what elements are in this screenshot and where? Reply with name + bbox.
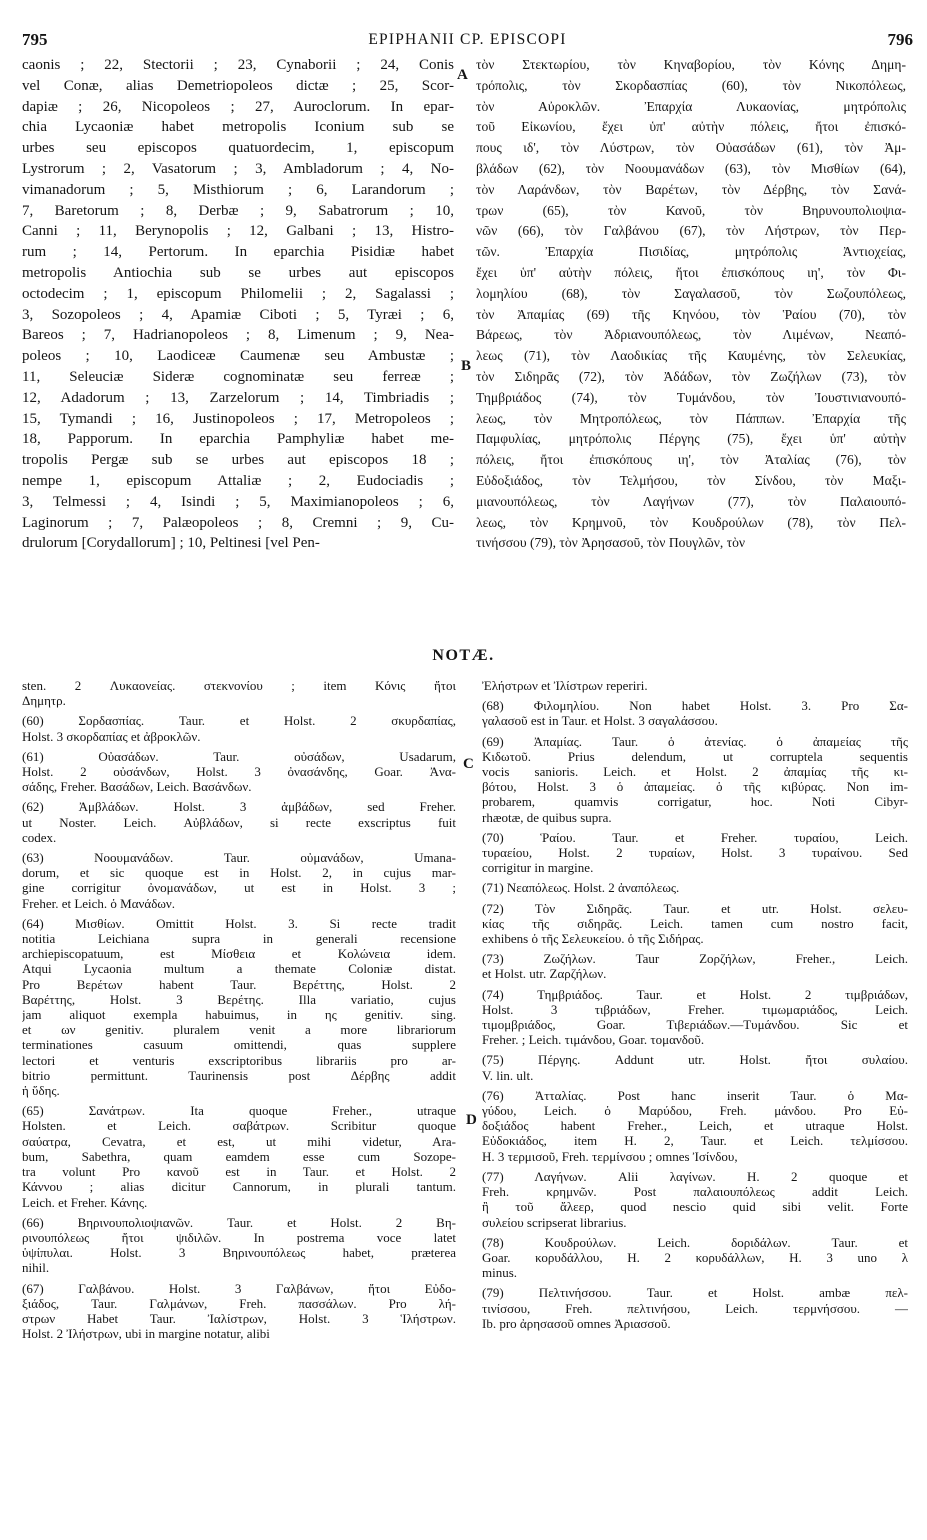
note-line: (75) Πέργης. Addunt utr. Holst. ἤτοι συλαίου.	[482, 1052, 908, 1068]
note-line: (74) Τημβριάδος. Taur. et Holst. 2 τιμβριάδων,	[482, 986, 908, 1002]
note-line: Freher. ; Leich. τιμάνδου, Goar. τομανδοῦ.	[482, 1032, 705, 1048]
greek-text-line: τρων (65), τὸν Κανοῦ, τὸν Βηρυνουπολιοψια-	[476, 202, 906, 218]
note-line: minus.	[482, 1265, 518, 1281]
note-line: σαύατρα, Cevatra, et est, ut mihi videtur, Ara-	[22, 1133, 456, 1149]
note-line: Holst. 3 σκορδαπίας et ἀβροκλῶν.	[22, 728, 201, 744]
note-entry	[22, 916, 456, 1098]
note-line: Κιδωτοῦ. Prius delendum, ut corruptela sequentis	[482, 748, 908, 764]
note-line: (73) Ζωζήλων. Taur Ζορζήλων, Freher., Leich.	[482, 951, 908, 967]
note-line: Goar. κορυδάλλου, H. 2 κορυδάλλων, H. 3 uno λ	[482, 1249, 908, 1265]
greek-text-line: νῶν (66), τὸν Γαλβάνου (67), τὸν Λήστρων, τὸν Περ-	[476, 223, 906, 239]
note-line: corrigitur in margine.	[482, 860, 594, 876]
note-entry	[22, 850, 456, 911]
note-line: (77) Λαγήνων. Alii λαγίνων. H. 2 quoque et	[482, 1168, 908, 1184]
latin-text-line: 7, Baretorum ; 8, Derbæ ; 9, Sabatrorum ; 10,	[22, 202, 454, 219]
latin-text-line: caonis ; 22, Stectorii ; 23, Cynaborii ; 24, Conis	[22, 57, 454, 73]
greek-text-line: Εὐδοξιάδος, τὸν Τελμήσου, τὸν Σίνδου, τὸν Μαξι-	[476, 472, 906, 488]
latin-text-line: octodecim ; 1, episcopum Philomelii ; 2, Sagalassi ;	[22, 285, 454, 302]
note-line: (61) Οὐασάδων. Taur. οὐσάδων, Usadarum,	[22, 748, 456, 764]
note-line: (78) Κουδρούλων. Leich. δοριδάλων. Taur. et	[482, 1234, 908, 1250]
note-line: Holst. 2 οὐσάνδων, Holst. 3 ὀνασάνδης, Goar. Ἀνα-	[22, 764, 456, 780]
note-entry	[482, 901, 908, 947]
note-line: (60) Σορδασπίας. Taur. et Holst. 2 σκυρδαπίας,	[22, 713, 456, 729]
greek-text-line: ἔχει ὑπ' αὐτὴν πόλεις, ἤτοι ἐπισκόπους ιη', τὸν Φι-	[476, 264, 906, 280]
greek-text-line: πους ιδ', τὸν Λύστρων, τὸν Οὐασάδων (61), τὸν Ἀμ-	[476, 140, 906, 156]
greek-text-line: πόλεις, ἤτοι ἐπισκόπους ιη', τὸν Ἀταλίας (76), τὸν	[476, 452, 906, 468]
note-line: et ων genitiv. pluralem venit a more librariorum	[22, 1022, 456, 1038]
greek-text-line: τὸν Αὐροκλῶν. Ἐπαρχία Λυκαονίας, μητρόπολις	[476, 98, 906, 114]
note-line: dorum, et sic quoque est in Holst. 2, in cujus mar-	[22, 865, 456, 881]
note-entry	[482, 1169, 908, 1230]
note-line: Ib. pro ἀρησασοῦ omnes Ἀριασσοῦ.	[482, 1315, 671, 1331]
note-line: archiepiscopatuum, est Μίσθεια et Κολώνεια idem.	[22, 946, 456, 962]
note-entry	[482, 987, 908, 1048]
note-line: gine corrigitur ὀνομανάδων, ut est in Holst. 3 ;	[22, 880, 456, 896]
note-line: (76) Ἀτταλίας. Post hanc inserit Taur. ὁ Μα-	[482, 1087, 908, 1103]
note-line: jam aliquot exempla habuimus, in ης genitiv. sing.	[22, 1007, 456, 1023]
note-line: (69) Ἀπαμίας. Taur. ὁ ἀτενίας. ὁ ἀπαμείας τῆς	[482, 733, 908, 749]
greek-text-line: Βάρεως, τὸν Ἀδριανουπόλεως, τὸν Λιμένων, Νεαπό-	[476, 327, 906, 343]
note-line: exhibens ὁ τῆς Σελευκείου. ὁ τῆς Σιδήρας.	[482, 931, 704, 947]
note-line: Freher. et Leich. ὁ Μανάδων.	[22, 895, 176, 911]
note-line: terminationes casuum omittendi, quas supplere	[22, 1037, 456, 1053]
greek-text-line: τρόπολις, τὸν Σκορδασπίας (60), τὸν Νικοπόλεως,	[476, 77, 906, 93]
note-entry	[22, 799, 456, 845]
note-line: ξιάδος, Taur. Γαλμάνων, Freh. πασσάλων. Pro λή-	[22, 1295, 456, 1311]
note-line: (70) Ῥαίου. Taur. et Freher. τυραίου, Leich.	[482, 829, 908, 845]
note-line: codex.	[22, 829, 57, 845]
note-line: Freh. κρημνῶν. Post παλαιουπόλεως addit Leich.	[482, 1184, 908, 1200]
note-line: (68) Φιλομηλίου. Non habet Holst. 3. Pro Σα-	[482, 698, 908, 714]
page-number-right: 796	[887, 30, 913, 49]
greek-text-line: λεως, τὸν Μητροπόλεως, τὸν Πάππων. Ἐπαρχία τῆς	[476, 410, 906, 426]
note-entry	[482, 678, 908, 693]
note-line: lectori et venturis exscriptoribus librariis pro ar-	[22, 1052, 456, 1068]
latin-text-line: 3, Telmessi ; 4, Isindi ; 5, Maximianopoleos ; 6,	[22, 493, 454, 510]
latin-text-line: vel Conæ, alias Demetriopoleos dictæ ; 25, Scor-	[22, 77, 454, 94]
notes-heading: NOTÆ.	[432, 647, 495, 664]
note-line: γύδου, Leich. ὁ Μαρύδου, Freh. μάνδου. Pro Εὐ-	[482, 1103, 908, 1119]
note-line: (71) Νεαπόλεως. Holst. 2 ἀναπόλεως.	[482, 880, 680, 896]
note-line: nihil.	[22, 1260, 50, 1276]
notes-right-column	[482, 678, 908, 1331]
latin-text-line: urbes seu episcopos quatuordecim, 1, episcopum	[22, 140, 454, 157]
greek-text-line: Παμφυλίας, μητρόπολις Πέργης (75), ἔχει ὑπ' αὐτὴν	[476, 431, 906, 447]
note-line: Atqui Lycaonia multum a themate Coloniæ distat.	[22, 961, 456, 977]
note-line: (63) Νοουμανάδων. Taur. οὐμανάδων, Umana-	[22, 850, 456, 866]
note-entry	[482, 734, 908, 825]
greek-text-line: τὸν Στεκτωρίου, τὸν Κηναβορίου, τὸν Κόνης Δημη-	[476, 57, 906, 72]
note-line: Ἐλήστρων et Ἰλίστρων reperiri.	[482, 678, 648, 693]
note-line: vocis sanioris. Leich. et Holst. 2 ἀπαμίας τῆς κι-	[482, 764, 908, 780]
note-line: τυραείου, Holst. 2 τυραίων, Holst. 3 τυραίνου. Sed	[482, 845, 908, 861]
note-line: Pro Βερέτων habent Taur. Βερέττης, Holst. 2	[22, 976, 456, 992]
note-entry	[482, 880, 908, 895]
latin-text-line: 3, Sozopoleos ; 4, Apamiæ Ciboti ; 5, Tyræi ; 6,	[22, 306, 454, 323]
note-line: (67) Γαλβάνου. Holst. 3 Γαλβάνων, ἤτοι Εὐδο-	[22, 1280, 456, 1296]
latin-text-line: nempe 1, episcopum Attaliæ ; 2, Eudociadis ;	[22, 472, 454, 489]
note-line: βότου, Holst. 3 ὁ ἀπαμείας. ὁ τῆς κιβύρας. Non im-	[482, 779, 908, 795]
note-line: Leich. et Freher. Κάνης.	[22, 1194, 148, 1210]
note-entry	[22, 1215, 456, 1276]
greek-text-line: λομηλίου (68), τὸν Σαγαλασοῦ, τὸν Σωζουπόλεως,	[476, 285, 906, 301]
note-line: κίας τῆς σιδηρᾶς. Leich. tamen cum nostro facit,	[482, 915, 908, 931]
latin-text-line: Lystrorum ; 2, Vasatorum ; 3, Ambladorum ; 4, No-	[22, 160, 454, 177]
note-entry	[482, 698, 908, 728]
margin-marker-b: B	[461, 358, 472, 374]
latin-text-line: Laginorum ; 7, Palæopoleos ; 8, Cremni ; 9, Cu-	[22, 514, 454, 531]
greek-text-line: Τημβριάδος (74), τὸν Τυμάνδου, τὸν Ἰουστινιανουπό-	[476, 389, 906, 405]
running-title: EPIPHANII CP. EPISCOPI	[368, 31, 567, 48]
greek-text-line: λεως, τὸν Κρημνοῦ, τὸν Κουδρούλων (78), τὸν Πελ-	[476, 514, 906, 530]
latin-text-line: 18, Papporum. In eparchia Pamphyliæ habet me-	[22, 431, 454, 448]
latin-text-line: tropolis Pergæ sub se urbes aut episcopos 18 ;	[22, 452, 454, 469]
note-line: V. lin. ult.	[482, 1067, 534, 1083]
note-line: (79) Πελτινήσσου. Taur. et Holst. ambæ πελ-	[482, 1285, 908, 1301]
note-line: bitrio permittunt. Taurinensis post Δέρβης addit	[22, 1067, 456, 1083]
note-line: probarem, quamvis corrigatur, hoc. Noti Cibyr-	[482, 794, 908, 810]
margin-marker-c: C	[463, 756, 474, 772]
margin-marker-d: D	[466, 1112, 477, 1128]
note-entry	[482, 1052, 908, 1082]
note-line: (72) Τὸν Σιδηρᾶς. Taur. et utr. Holst. σελευ-	[482, 900, 908, 916]
greek-text-line: τῶν. Ἐπαρχία Πισιδίας, μητρόπολις Ἀντιοχείας,	[476, 244, 906, 260]
latin-text-line: vimanadorum ; 5, Misthiorum ; 6, Larandorum ;	[22, 181, 454, 198]
note-entry	[482, 1088, 908, 1164]
note-line: Holst. 2 Ἰλήστρων, ubi in margine notatur, alibi	[22, 1326, 270, 1342]
note-entry	[22, 678, 456, 708]
note-line: δοξιάδος habent Freher., Leich, et utraque Holst.	[482, 1118, 908, 1134]
page-header	[22, 30, 913, 52]
note-line: bum, Sabethra, quam eamdem esse cum Sozope-	[22, 1148, 456, 1164]
note-line: τιμομβριάδος, Goar. Τιβεριάδων.—Τυμάνδου. Sic et	[482, 1017, 908, 1033]
page-number-left: 795	[22, 30, 48, 49]
note-line: γαλασοῦ est in Taur. et Holst. 3 σαγαλάσσου.	[482, 713, 718, 729]
latin-text-column	[22, 55, 454, 554]
note-line: Εὐδοκιάδος, item H. 2, Taur. et Leich. τελμίσσου.	[482, 1133, 908, 1149]
greek-text-line: τὸν Ἀπαμίας (69) τῆς Κηνόου, τὸν Ῥαίου (70), τὸν	[476, 306, 906, 322]
note-entry	[22, 1103, 456, 1209]
greek-text-line: βλάδων (62), τὸν Νοουμανάδων (63), τὸν Μισθίων (64),	[476, 160, 906, 176]
note-line: tra volunt Pro κανοῦ est in Taur. et Holst. 2	[22, 1164, 456, 1180]
note-line: ἢ τοῦ ἄλεερ, quod nescio quid sibi velit. Forte	[482, 1199, 908, 1215]
greek-text-column	[476, 55, 906, 554]
note-line: et Holst. utr. Ζαρζήλων.	[482, 966, 607, 982]
note-line: H. 3 τερμισοῦ, Freh. τερμίνσου ; omnes Ἰσίνδου,	[482, 1148, 738, 1164]
latin-text-line: 15, Tymandi ; 16, Justinopoleos ; 17, Metropoleos ;	[22, 410, 454, 427]
note-line: συλείου scripserat librarius.	[482, 1214, 627, 1230]
note-line: notitia Leichiana supra in generali recensione	[22, 931, 456, 947]
note-entry	[22, 749, 456, 795]
latin-text-line: Canni ; 11, Berynopolis ; 12, Galbani ; 13, Histro-	[22, 223, 454, 240]
note-entry	[22, 1281, 456, 1342]
greek-text-line: τὸν Σιδηρᾶς (72), τὸν Ἀδάδων, τὸν Ζωζήλων (73), τὸν	[476, 368, 906, 384]
note-line: σάδης, Freher. Βασάδων, Leich. Βασάνδων.	[22, 779, 252, 795]
note-line: rhæotæ, de quibus supra.	[482, 809, 612, 825]
note-line: ut Noster. Leich. Αὐβλάδων, si recte exscriptus fuit	[22, 814, 456, 830]
note-line: Holst. 3 τιβριάδων, Freher. τιμωμαριάδος, Leich.	[482, 1001, 908, 1017]
note-line: (65) Σανάτρων. Ita quoque Freher., utraque	[22, 1103, 456, 1119]
note-entry	[482, 1285, 908, 1331]
note-line: sten. 2 Λυκαονείας. στεκνονίου ; item Κόνις ἤτοι	[22, 678, 456, 693]
notes-left-column	[22, 678, 456, 1341]
greek-text-line: τοῦ Εἰκωνίου, ἔχει ὑπ' αὐτὴν πόλεις, ἤτοι ἐπισκό-	[476, 119, 906, 135]
latin-text-line: drulorum [Corydallorum] ; 10, Peltinesi [vel Pen-	[22, 535, 320, 552]
latin-text-line: chia Lycaoniæ habet metropolis Iconium sub se	[22, 119, 454, 136]
latin-text-line: 11, Seleuciæ Sideræ cognominatæ seu ferreæ ;	[22, 368, 454, 385]
note-line: Βαρέττης, Holst. 3 Βερέτης. Illa variatio, cujus	[22, 991, 456, 1007]
note-line: τινίσσου, Freh. πελτινήσου, Leich. τερμνήσσου. —	[482, 1300, 908, 1316]
note-line: στρων Habet Taur. Ἰαλίστρων, Holst. 3 Ἱλήστρων.	[22, 1310, 456, 1326]
greek-text-line: τὸν Λαράνδων, τὸν Βαρέτων, τὸν Δέρβης, τὸν Σανά-	[476, 181, 906, 197]
note-line: ὑψίπυλαι. Holst. 3 Βηρινουπόλεως habet, præterea	[22, 1245, 456, 1261]
note-line: (62) Ἀμβλάδων. Holst. 3 ἀμβάδων, sed Freher.	[22, 799, 456, 815]
greek-text-line: μιανουπόλεως, τὸν Λαγήνων (77), τὸν Παλαιουπό-	[476, 493, 906, 509]
note-entry	[482, 830, 908, 876]
note-entry	[22, 713, 456, 743]
margin-marker-a: A	[457, 67, 468, 83]
note-line: Holsten. et Leich. σαβάτρων. Scribitur quoque	[22, 1118, 456, 1134]
note-entry	[482, 1235, 908, 1281]
note-line: (66) Βηρινουπολιοψιανῶν. Taur. et Holst. 2 Βη-	[22, 1214, 456, 1230]
note-line: (64) Μισθίων. Omittit Holst. 3. Si recte tradit	[22, 915, 456, 931]
greek-text-line: λεως (71), τὸν Λαοδικίας τῆς Καυμένης, τὸν Σελευκίας,	[476, 348, 906, 364]
note-line: ἡ ὕδης.	[22, 1083, 60, 1099]
latin-text-line: 12, Adadorum ; 13, Zarzelorum ; 14, Timbriadis ;	[22, 389, 454, 406]
latin-text-line: dapiæ ; 26, Nicopoleos ; 27, Auroclorum. In epar-	[22, 98, 454, 115]
note-line: Δημητρ.	[22, 693, 66, 709]
note-line: ρινουπόλεως ἤτοι ψιδιλῶν. In postrema voce latet	[22, 1229, 456, 1245]
note-entry	[482, 951, 908, 981]
note-line: Κάννου ; alias dicitur Cannorum, in plurali tantum.	[22, 1179, 456, 1195]
latin-text-line: metropolis Antiochia sub se urbes aut episcopos	[22, 264, 454, 281]
latin-text-line: Bareos ; 7, Hadrianopoleos ; 8, Limenum ; 9, Nea-	[22, 327, 454, 344]
latin-text-line: poleos ; 10, Laodiceæ Caumenæ seu Ambustæ ;	[22, 348, 454, 365]
greek-text-line: τινήσσου (79), τὸν Ἀρησασοῦ, τὸν Πουγλῶν, τὸν	[476, 535, 746, 551]
latin-text-line: rum ; 14, Pertorum. In eparchia Pisidiæ habet	[22, 244, 454, 261]
